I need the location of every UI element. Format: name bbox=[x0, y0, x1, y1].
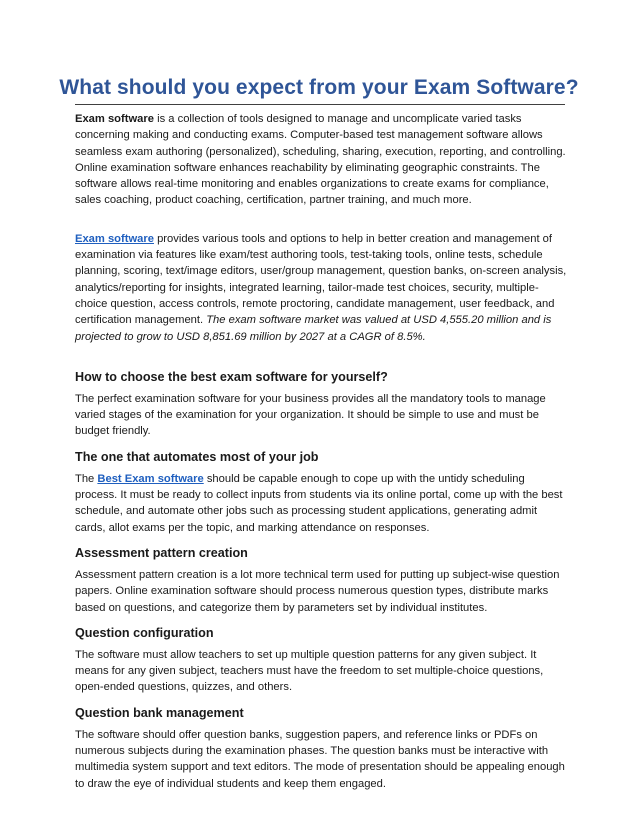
heading-pattern: Assessment pattern creation bbox=[75, 545, 248, 560]
intro-text: is a collection of tools designed to manage and uncomplicate varied tasks concerning making and conducting exams. Computer-based test management software allows seamless exam authoring (personalized), scheduling, sharing, execution, reporting, and controlling. Online examination software enhances reachability by eliminating geographic constraints. The software allows real-time monitoring and enables organizations to create exams for compliance, sales coaching, product coaching, certification, partner training, and much more. bbox=[75, 113, 566, 207]
section-automates bbox=[75, 448, 567, 536]
text-choose: The perfect examination software for your business provides all the mandatory tools to manage varied stages of the examination for your organization. It should be simple to use and must be budget friendly. bbox=[75, 392, 546, 438]
intro-paragraph bbox=[75, 111, 567, 209]
features-text: provides various tools and options to help in better creation and management of examination via features like exam/test authoring tools, test-taking tools, online tests, schedule planning, scoring, text/image editors, user/group management, question banks, on-screen analysis, analytics/reporting for insights, integrated learning, tailor-made test choices, security, multiple-choice question, access controls, remote proctoring, candidate management, user feedback, and certification management. bbox=[75, 232, 567, 327]
section-config bbox=[75, 624, 567, 696]
heading-bank: Question bank management bbox=[75, 705, 244, 720]
automates-before: The bbox=[75, 472, 98, 485]
best-exam-software-link[interactable]: Best Exam software bbox=[97, 472, 204, 485]
heading-choose: How to choose the best exam software for yourself? bbox=[75, 369, 388, 384]
page-title: What should you expect from your Exam Software? bbox=[59, 76, 579, 99]
text-config: The software must allow teachers to set up multiple question patterns for any given subject. It means for any given subject, teachers must have the freedom to set multiple-choice questions, open-ended questions, quizzes, and others. bbox=[75, 648, 544, 694]
section-choose bbox=[75, 368, 567, 440]
section-pattern bbox=[75, 544, 567, 616]
market-stat: The exam software market was valued at USD 4,555.20 million and is projected to grow to USD 8,851.69 million by 2027 at a CAGR of 8.5%. bbox=[75, 314, 552, 343]
document-body bbox=[75, 111, 567, 800]
heading-automates: The one that automates most of your job bbox=[75, 449, 319, 464]
text-automates bbox=[75, 471, 567, 536]
intro-term: Exam software bbox=[75, 113, 154, 125]
features-paragraph bbox=[75, 231, 567, 345]
section-bank bbox=[75, 704, 567, 792]
automates-after: should be capable enough to cope up with the untidy scheduling process. It must be ready to collect inputs from students via its online portal, come up with the best schedule, and automate other jobs such as processing student applications, generating admit cards, allot exams per the topic, and marking attendance on responses. bbox=[75, 472, 563, 534]
text-pattern: Assessment pattern creation is a lot more technical term used for putting up subject-wise question papers. Online examination software should process numerous question types, distribute marks based on questions, and categorize them by parameters set by individual institutes. bbox=[75, 568, 560, 614]
title-divider bbox=[75, 104, 565, 105]
exam-software-link[interactable]: Exam software bbox=[75, 232, 154, 245]
text-bank: The software should offer question banks, suggestion papers, and reference links or PDFs on numerous subjects during the examination phases. The question banks must be interactive with multimedia system support and text editors. The mode of presentation should be appealing enough to draw the eye of individual students and keep them engaged. bbox=[75, 728, 565, 790]
heading-config: Question configuration bbox=[75, 625, 214, 640]
